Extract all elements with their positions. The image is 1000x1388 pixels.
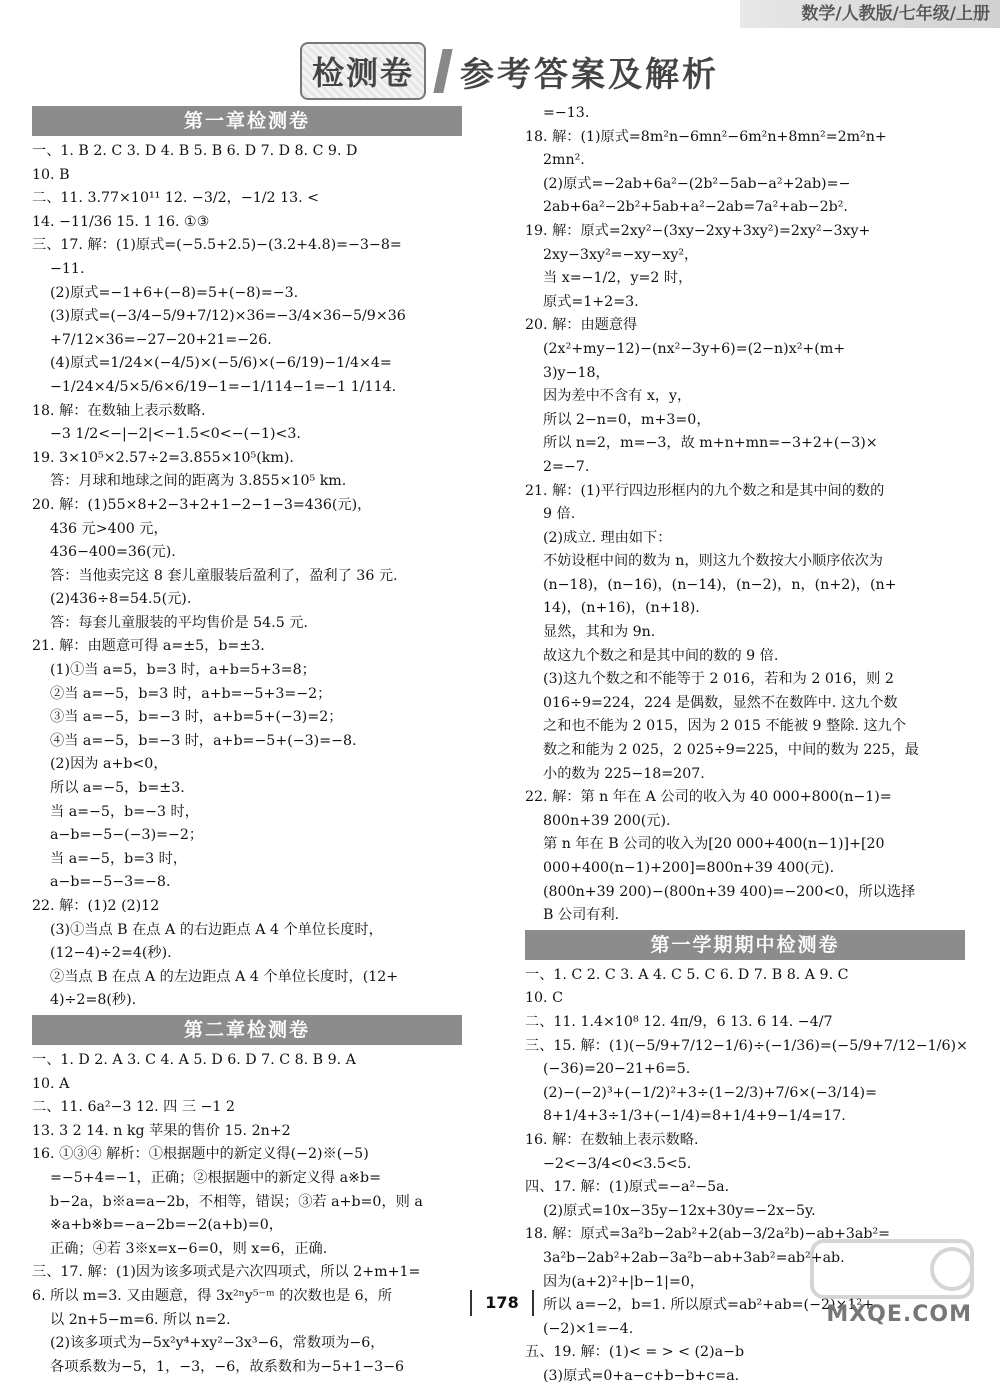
answer-line: 19. 3×10⁵×2.57÷2=3.855×10⁵(km). (32, 449, 294, 466)
answer-line: 故这九个数之和是其中间的数的 9 倍. (543, 647, 779, 664)
section-heading-chapter2: 第二章检测卷 (32, 1015, 462, 1045)
answer-line: 当 x=−1/2，y=2 时， (543, 270, 693, 287)
answer-line: 20. 解：由题意得 (525, 317, 638, 334)
answer-line: ※a+b※b=−a−2b=−2(a+b)=0， (50, 1217, 283, 1234)
answer-line: 8+1/4+3÷1/3+(−1/4)=8+1/4+9−1/4=17. (543, 1108, 846, 1125)
answer-line: 二、11. 1.4×10⁸ 12. 4π/9，6 13. 6 14. −4/7 (525, 1013, 833, 1030)
answer-line: 6. 所以 m=3. 又由题意，得 3x²ⁿy⁵⁻ᵐ 的次数也是 6，所 (32, 1287, 393, 1304)
answer-line: (4)原式=1/24×(−4/5)×(−5/6)×(−6/19)−1/4×4= (50, 355, 392, 372)
answer-line: 800n+39 200(元). (543, 812, 671, 829)
answer-line: 18. 解：(1)原式=8m²n−6mn²−6m²n+8mn²=2m²n+ (525, 128, 887, 145)
answer-line: (2)成立. 理由如下： (543, 529, 672, 546)
answer-line: −3 1/2<−|−2|<−1.5<0<−(−1)<3. (50, 426, 301, 443)
answer-line: 10. A (32, 1075, 70, 1092)
answer-line: 一、1. C 2. C 3. A 4. C 5. C 6. D 7. B 8. A 9. C (525, 966, 849, 983)
header-box-label: 检测卷 (300, 42, 426, 100)
answer-line: 436−400=36(元). (50, 544, 176, 561)
answer-line: −1/24×4/5×5/6×6/19−1=−1/114−1=−1 1/114. (50, 378, 397, 395)
answer-line: 14)，(n+16)，(n+18). (543, 600, 700, 617)
answer-line: 18. 解：原式=3a²b−2ab²+2(ab−3/2a²b)−ab+3ab²= (525, 1226, 891, 1243)
answer-line: ②当点 B 在点 A 的左边距点 A 4 个单位长度时，(12+ (50, 968, 399, 985)
answer-line: 所以 a=−5，b=±3. (50, 780, 185, 797)
answer-line: 22. 解：(1)2 (2)12 (32, 898, 160, 914)
answer-line: 正确；④若 3※x=x−6=0，则 x=6，正确. (50, 1240, 328, 1257)
answer-line: 小的数为 225−18=207. (543, 765, 705, 782)
answer-line: (1)①当 a=5，b=3 时，a+b=5+3=8； (50, 662, 316, 679)
answer-line: 三、17. 解：(1)因为该多项式是六次四项式，所以 2+m+1= (32, 1264, 421, 1281)
answer-line: 原式=1+2=3. (543, 293, 639, 310)
answer-line: B 公司有利. (543, 907, 620, 924)
answer-line: 000+400(n−1)+200]=800n+39 400(元). (543, 860, 835, 876)
answer-line: a−b=−5−(−3)=−2； (50, 827, 204, 844)
answer-line: (2)原式=−2ab+6a²−(2b²−5ab−a²+2ab)=− (543, 175, 851, 192)
answer-line: 2=−7. (543, 458, 590, 475)
chapter2-answers-continued (525, 102, 965, 928)
answer-line: 10. C (525, 990, 563, 1007)
answer-line: 4)÷2=8(秒). (50, 992, 137, 1009)
answer-line: 13. 3 2 14. n kg 苹果的售价 15. 2n+2 (32, 1122, 291, 1139)
answer-line: 五、19. 解：(1)< = > < (2)a−b (525, 1344, 745, 1361)
answer-line: 3a²b−2ab²+2ab−3a²b−ab+3ab²=ab²+ab. (543, 1249, 845, 1266)
watermark-text: MXQE.COM (826, 1302, 972, 1327)
answer-line: 9 倍. (543, 506, 576, 523)
answer-line: 显然，其和为 9n. (543, 624, 656, 641)
answer-line: 所以 2−n=0，m+3=0， (543, 411, 711, 428)
answer-line: =−5+4=−1，正确；②根据题中的新定义得 a※b= (50, 1169, 381, 1186)
answer-line: b−2a，b※a=a−2b，不相等，错误；③若 a+b=0，则 a (50, 1193, 423, 1210)
answer-line: a−b=−5−3=−8. (50, 874, 171, 891)
answer-line: 所以 n=2，m=−3，故 m+n+mn=−3+2+(−3)× (543, 435, 878, 452)
chapter2-answers (32, 1049, 462, 1379)
answer-line: 四、17. 解：(1)原式=−a²−5a. (525, 1179, 730, 1196)
answer-line: (n−18)，(n−16)，(n−14)，(n−2)，n，(n+2)，(n+ (543, 576, 897, 593)
answer-line: 21. 解：由题意可得 a=±5，b=±3. (32, 638, 265, 655)
answer-line: ③当 a=−5，b=−3 时，a+b=5+(−3)=2； (50, 709, 343, 726)
answer-line: 二、11. 6a²−3 12. 四 三 −1 2 (32, 1099, 235, 1116)
answer-line: 所以 a=−2，b=1. 所以原式=ab²+ab=(−2)×1²+ (543, 1297, 875, 1314)
answer-line: (2)因为 a+b<0， (50, 756, 168, 773)
answer-line: 16. 解：在数轴上表示数略. (525, 1131, 699, 1148)
answer-line: 20. 解：(1)55×8+2−3+2+1−2−1−3=436(元)， (32, 496, 372, 513)
answer-line: =−13. (543, 105, 590, 121)
answer-line: 之和也不能为 2 015，因为 2 015 不能被 9 整除. 这九个 (543, 718, 907, 735)
chapter1-answers (32, 140, 462, 1013)
answer-line: −2<−3/4<0<3.5<5. (543, 1155, 692, 1172)
answer-line: −11. (50, 260, 85, 277)
answer-line: 答：月球和地球之间的距离为 3.855×10⁵ km. (50, 473, 347, 490)
answer-line: 21. 解：(1)平行四边形框内的九个数之和是其中间的数的 (525, 482, 885, 499)
header-title: 参考答案及解析 (460, 54, 720, 95)
answer-line: 因为(a+2)²+|b−1|=0， (543, 1273, 705, 1290)
answer-line: (2)原式=−1+6+(−8)=5+(−8)=−3. (50, 284, 299, 301)
answer-line: 3)y−18， (543, 364, 610, 381)
answer-line: 不妨设框中间的数为 n，则这九个数按大小顺序依次为 (543, 553, 883, 570)
answer-line: (800n+39 200)−(800n+39 400)=−200<0，所以选择 (543, 883, 916, 900)
answer-line: 第 n 年在 B 公司的收入为[20 000+400(n−1)]+[20 (543, 836, 885, 853)
answer-line: (2)436÷8=54.5(元). (50, 591, 192, 608)
section-heading-midterm: 第一学期期中检测卷 (525, 930, 965, 960)
answer-line: 16. ①③④ 解析：①根据题中的新定义得(−2)※(−5) (32, 1146, 369, 1163)
answer-line: (2x²+my−12)−(nx²−3y+6)=(2−n)x²+(m+ (543, 340, 846, 357)
answer-line: 2xy−3xy²=−xy−xy²， (543, 246, 699, 263)
answer-line: 各项系数为−5，1，−3，−6，故系数和为−5+1−3−6 (50, 1358, 405, 1375)
answer-line: (3)①当点 B 在点 A 的右边距点 A 4 个单位长度时， (50, 921, 383, 938)
answer-line: 答：当他卖完这 8 套儿童服装后盈利了，盈利了 36 元. (50, 567, 398, 584)
answer-line: 三、15. 解：(1)(−5/9+7/12−1/6)÷(−1/36)=(−5/9+7/12−1/6)× (525, 1037, 968, 1054)
answer-line: (−2)×1=−4. (543, 1320, 634, 1337)
answer-line: 016÷9=224，224 是偶数，显然不在数阵中. 这九个数 (543, 694, 898, 711)
answer-line: 当 a=−5，b=3 时， (50, 850, 188, 867)
answer-line: (12−4)÷2=4(秒). (50, 945, 172, 962)
answer-line: 10. B (32, 166, 70, 183)
answer-line: 2mn². (543, 152, 585, 169)
answer-line: 以 2n+5−m=6. 所以 n=2. (50, 1311, 231, 1328)
answer-line: 22. 解：第 n 年在 A 公司的收入为 40 000+800(n−1)= (525, 789, 892, 806)
answer-line: 19. 解：原式=2xy²−(3xy−2xy+3xy²)=2xy²−3xy+ (525, 222, 871, 239)
answer-line: (2)原式=10x−35y−12x+30y=−2x−5y. (543, 1202, 816, 1219)
answer-line: 2ab+6a²−2b²+5ab+a²−2ab=7a²+ab−2b². (543, 199, 848, 216)
answer-line: +7/12×36=−27−20+21=−26. (50, 331, 272, 348)
answer-line: 18. 解：在数轴上表示数略. (32, 402, 206, 419)
answer-line: 数之和能为 2 025，2 025÷9=225，中间的数为 225，最 (543, 742, 919, 759)
answer-line: ④当 a=−5，b=−3 时，a+b=−5+(−3)=−8. (50, 732, 357, 749)
answer-line: 二、11. 3.77×10¹¹ 12. −3/2，−1/2 13. < (32, 190, 320, 207)
answer-line: (−36)=20−21+6=5. (543, 1061, 691, 1078)
section-heading-chapter1: 第一章检测卷 (32, 106, 462, 136)
right-column (525, 102, 968, 1388)
answer-line: 当 a=−5，b=−3 时， (50, 803, 199, 820)
page-header (300, 44, 719, 98)
answer-line: 14. −11/36 15. 1 16. ①③ (32, 213, 210, 230)
page-number: 178 (470, 1290, 534, 1316)
book-subject-tag: 数学/人教版/七年级/上册 (740, 0, 1000, 28)
header-divider (433, 49, 452, 93)
answer-line: 答：每套儿童服装的平均售价是 54.5 元. (50, 614, 308, 631)
answer-line: (3)这九个数之和不能等于 2 016，若和为 2 016，则 2 (543, 671, 894, 688)
answer-line: (3)原式=(−3/4−5/9+7/12)×36=−3/4×36−5/9×36 (50, 308, 406, 325)
answer-line: 因为差中不含有 x，y， (543, 388, 692, 405)
answer-line: ②当 a=−5，b=3 时，a+b=−5+3=−2； (50, 685, 332, 702)
answer-line: 三、17. 解：(1)原式=(−5.5+2.5)−(3.2+4.8)=−3−8= (32, 237, 402, 254)
answer-line: (2)该多项式为−5x²y⁴+xy²−3x³−6，常数项为−6， (50, 1335, 385, 1352)
answer-line: 436 元>400 元， (50, 520, 168, 537)
answer-line: (3)原式=0+a−c+b−b+c=a. (543, 1367, 740, 1384)
answer-line: 一、1. D 2. A 3. C 4. A 5. D 6. D 7. C 8. B 9. A (32, 1051, 356, 1068)
answer-line: (2)−(−2)³+(−1/2)²+3÷(1−2/3)+7/6×(−3/14)= (543, 1084, 877, 1101)
answer-line: 一、1. B 2. C 3. D 4. B 5. B 6. D 7. D 8. C 9. D (32, 143, 358, 159)
left-column (32, 104, 462, 1379)
